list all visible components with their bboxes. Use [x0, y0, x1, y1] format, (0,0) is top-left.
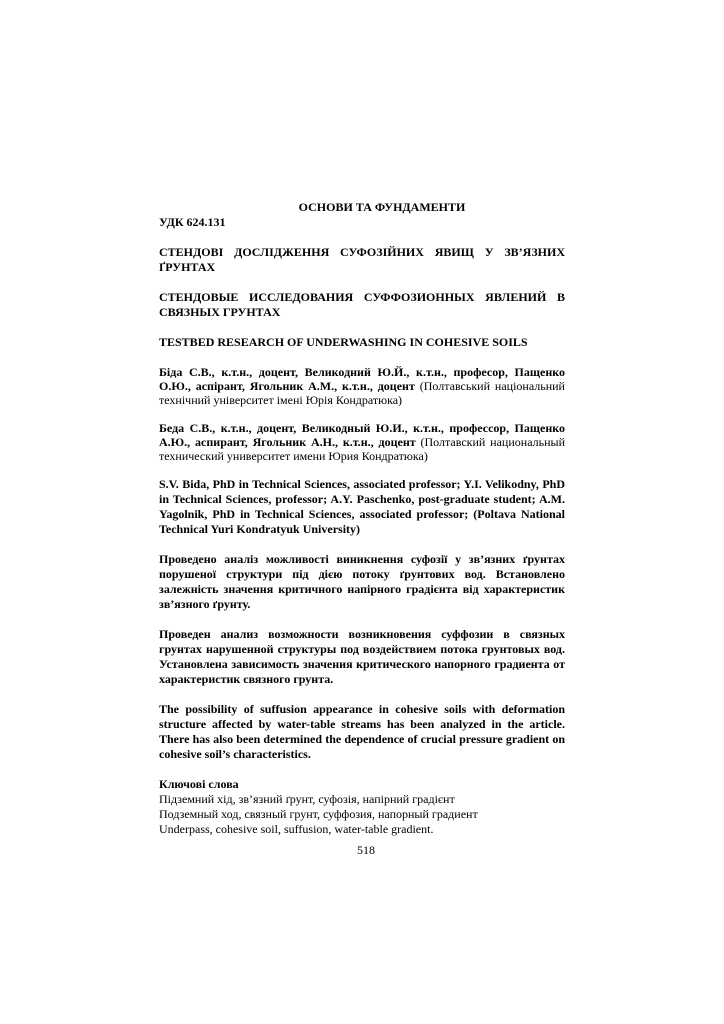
authors-ukrainian	[159, 365, 565, 407]
abstract-english: The possibility of suffusion appearance in cohesive soils with deformation structure affected by water-table streams has been analyzed in the article. There has also been determined the dependence of crucial pressure gradient on cohesive soil’s characteristics.	[159, 702, 565, 761]
page-number: 518	[357, 843, 375, 857]
affiliation-ukrainian: (Полтавський національний технічний університет імені Юрія Кондратюка)	[159, 379, 565, 407]
section-title: ОСНОВИ ТА ФУНДАМЕНТИ	[298, 200, 466, 214]
abstract-ukrainian: Проведено аналіз можливості виникнення суфозії у зв’язних ґрунтах порушеної структури під дією потоку ґрунтових вод. Встановлено залежність значення критичного напірного градієнта від характеристик зв’язного ґрунту.	[159, 552, 565, 611]
abstract-russian: Проведен анализ возможности возникновения суффозии в связных грунтах нарушенной структуры под воздействием потока грунтовых вод. Установлена зависимость значения критического напорного градиента от характеристик связного грунта.	[159, 627, 565, 686]
paper-page	[159, 200, 565, 858]
authors-english: S.V. Bida, PhD in Technical Sciences, associated professor; Y.I. Velikodny, PhD in Technical Sciences, professor; A.Y. Paschenko, post-graduate student; A.M. Yagolnik, PhD in Technical Sciences, associated professor; (Poltava National Technical Yuri Kondratyuk University)	[159, 477, 565, 536]
keywords-russian: Подземный ход, связный грунт, суффозия, напорный градиент	[159, 807, 478, 821]
authors-russian	[159, 421, 565, 463]
keywords-ukrainian: Підземний хід, зв’язний ґрунт, суфозія, напірний градієнт	[159, 792, 455, 806]
title-english: TESTBED RESEARCH OF UNDERWASHING IN COHESIVE SOILS	[159, 335, 528, 349]
author-names-ukrainian: Біда С.В., к.т.н., доцент, Великодний Ю.Й., к.т.н., професор, Пащенко О.Ю., аспірант, Ягольник А.М., к.т.н., доцент	[159, 365, 565, 393]
title-ukrainian: СТЕНДОВІ ДОСЛІДЖЕННЯ СУФОЗІЙНИХ ЯВИЩ У ЗВ’ЯЗНИХ ҐРУНТАХ	[159, 245, 565, 274]
title-russian: СТЕНДОВЫЕ ИССЛЕДОВАНИЯ СУФФОЗИОННЫХ ЯВЛЕНИЙ В СВЯЗНЫХ ГРУНТАХ	[159, 290, 565, 319]
keywords-heading: Ключові слова	[159, 777, 239, 791]
keywords-english: Underpass, cohesive soil, suffusion, water-table gradient.	[159, 822, 434, 836]
udk-code: УДК 624.131	[159, 215, 226, 229]
author-names-russian: Беда С.В., к.т.н., доцент, Великодный Ю.И., к.т.н., профессор, Пащенко А.Ю., аспирант, Ягольник А.Н., к.т.н., доцент	[159, 421, 565, 449]
affiliation-russian: (Полтавский национальный технический университет имени Юрия Кондратюка)	[159, 435, 565, 463]
